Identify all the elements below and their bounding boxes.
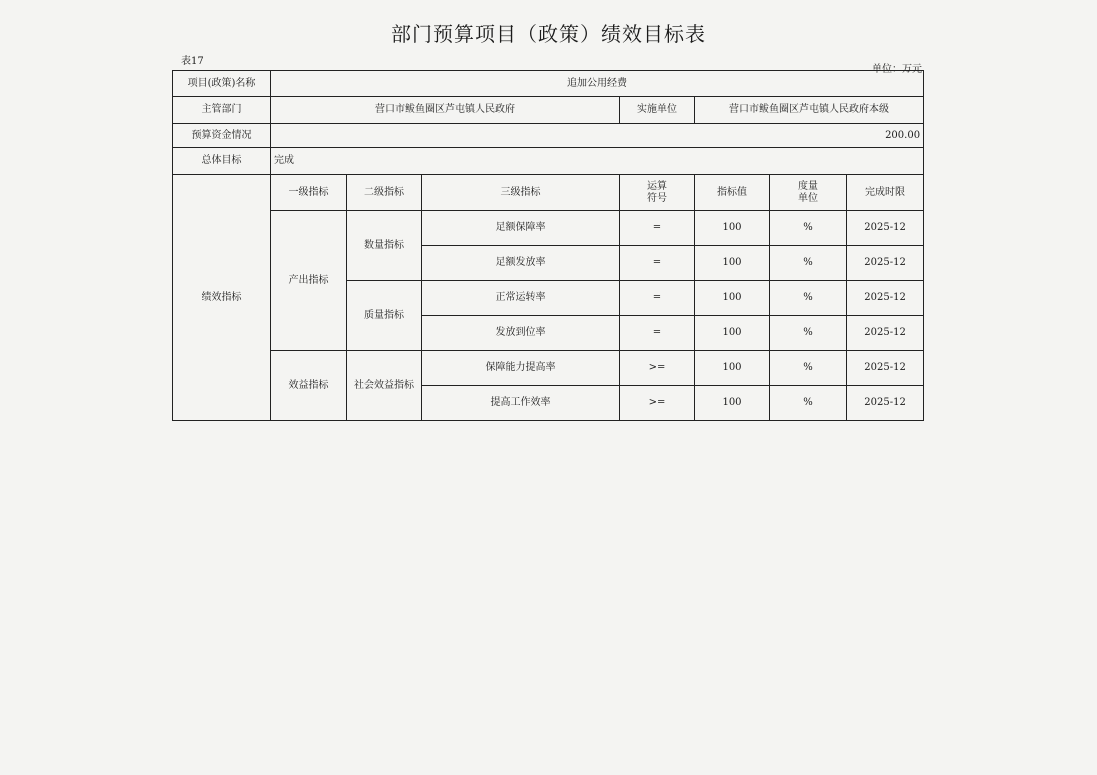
indicator-operator: >=: [620, 386, 695, 421]
indicator-value: 100: [695, 351, 770, 386]
indicator-time: 2025-12: [847, 386, 924, 421]
indicator-unit: %: [770, 386, 847, 421]
indicator-unit: %: [770, 316, 847, 351]
indicator-unit: %: [770, 281, 847, 316]
indicator-unit: %: [770, 246, 847, 281]
budget-value: 200.00: [271, 124, 924, 148]
header-unit: 度量 单位: [770, 175, 847, 211]
indicator-value: 100: [695, 386, 770, 421]
budget-label: 预算资金情况: [173, 124, 271, 148]
indicator-header-row: [173, 175, 924, 211]
level2-quality: 质量指标: [347, 281, 422, 351]
budget-row: [173, 124, 924, 148]
indicator-operator: =: [620, 246, 695, 281]
department-label: 主管部门: [173, 97, 271, 124]
page-title: 部门预算项目（政策）绩效目标表: [391, 22, 706, 46]
indicator-operator: =: [620, 211, 695, 246]
indicator-time: 2025-12: [847, 316, 924, 351]
indicator-time: 2025-12: [847, 211, 924, 246]
indicator-operator: >=: [620, 351, 695, 386]
indicator-name: 足额保障率: [422, 211, 620, 246]
header-level1: 一级指标: [271, 175, 347, 211]
unit-label: 单位：万元: [872, 64, 922, 75]
indicator-unit: %: [770, 351, 847, 386]
indicator-time: 2025-12: [847, 281, 924, 316]
indicator-operator: =: [620, 316, 695, 351]
indicator-value: 100: [695, 246, 770, 281]
indicator-name: 发放到位率: [422, 316, 620, 351]
indicator-name: 提高工作效率: [422, 386, 620, 421]
project-row: [173, 71, 924, 97]
table-number: 表17: [181, 56, 204, 67]
department-row: [173, 97, 924, 124]
header-value: 指标值: [695, 175, 770, 211]
table-row: [173, 211, 924, 246]
header-level3: 三级指标: [422, 175, 620, 211]
indicator-operator: =: [620, 281, 695, 316]
header-level2: 二级指标: [347, 175, 422, 211]
indicator-value: 100: [695, 211, 770, 246]
goal-value: 完成: [271, 148, 924, 175]
indicator-unit: %: [770, 211, 847, 246]
implementing-unit-value: 营口市鲅鱼圈区芦屯镇人民政府本级: [695, 97, 924, 124]
project-label: 项目(政策)名称: [173, 71, 271, 97]
table-row: [173, 351, 924, 386]
indicator-value: 100: [695, 281, 770, 316]
level2-quantity: 数量指标: [347, 211, 422, 281]
implementing-unit-label: 实施单位: [620, 97, 695, 124]
performance-indicators-label: 绩效指标: [173, 175, 271, 421]
indicator-time: 2025-12: [847, 246, 924, 281]
indicator-name: 足额发放率: [422, 246, 620, 281]
level2-social: 社会效益指标: [347, 351, 422, 421]
indicator-name: 保障能力提高率: [422, 351, 620, 386]
indicator-time: 2025-12: [847, 351, 924, 386]
header-operator: 运算 符号: [620, 175, 695, 211]
level1-output: 产出指标: [271, 211, 347, 351]
performance-table: [172, 70, 924, 421]
indicator-value: 100: [695, 316, 770, 351]
goal-row: [173, 148, 924, 175]
goal-label: 总体目标: [173, 148, 271, 175]
header-time: 完成时限: [847, 175, 924, 211]
project-value: 追加公用经费: [271, 71, 924, 97]
indicator-name: 正常运转率: [422, 281, 620, 316]
level1-benefit: 效益指标: [271, 351, 347, 421]
department-value: 营口市鲅鱼圈区芦屯镇人民政府: [271, 97, 620, 124]
